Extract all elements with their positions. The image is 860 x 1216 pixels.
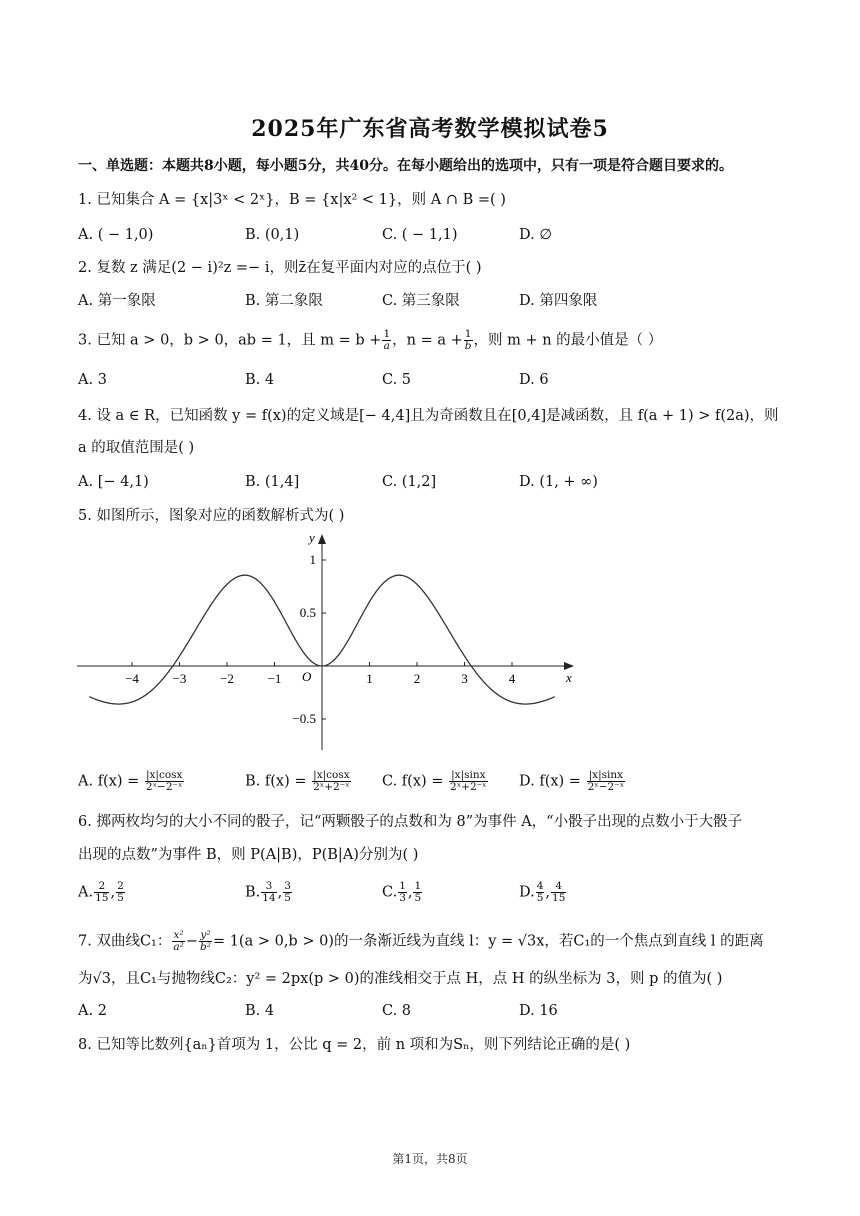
q6-b-f1-denominator: 14	[262, 892, 276, 904]
q5-option-b-fraction	[312, 770, 351, 793]
q6-a-f2-numerator: 2	[117, 880, 124, 892]
q6-c-fraction-1	[398, 881, 407, 904]
graph-ticks	[125, 552, 516, 726]
question-6-stem-line-1: 6. 掷两枚均匀的大小不同的骰子，记“两颗骰子的点数和为 8”为事件 A，“小骰子出现的点数小于大骰子	[78, 814, 743, 830]
q6-b-f2-denominator: 5	[284, 892, 291, 904]
q6-option-b-letter: B.	[245, 884, 261, 901]
q6-a-f1-denominator: 15	[95, 892, 109, 904]
q7-f2-denominator: b²	[200, 941, 211, 953]
q5-option-b	[245, 770, 352, 793]
q6-option-b: B. $\frac{3}{14}$ , $\frac{3}{5}$	[245, 880, 291, 904]
q3-frac1-numerator: 1	[383, 328, 391, 340]
q6-option-a: A. $\frac{2}{15}$ , $\frac{2}{5}$	[78, 880, 124, 904]
q4-option-a: A. [− 4,1)	[78, 474, 149, 490]
q7-minus: −	[185, 933, 198, 950]
q5-c-denominator: 2ˣ+2⁻ˣ	[450, 781, 487, 793]
q3-option-b: B. 4	[245, 372, 275, 388]
question-7-stem-line-1	[78, 930, 764, 953]
x-tick-label: −4	[125, 671, 139, 686]
q3-option-d: D. 6	[519, 372, 549, 388]
q5-option-c	[382, 770, 489, 793]
q6-b-f1-numerator: 3	[261, 881, 276, 893]
q6-a-fraction-1	[94, 881, 109, 904]
section-heading: 一、单选题：本题共8小题，每小题5分，共40分。在每小题给出的选项中，只有一项是符合题目要求的。	[78, 158, 733, 174]
q6-option-c-letter: C.	[382, 884, 398, 901]
q3-frac2-numerator: 1	[464, 328, 472, 340]
q3-frac2-denominator: b	[464, 340, 472, 352]
q6-c-fraction-2	[413, 881, 422, 904]
y-tick-label: 1	[309, 552, 316, 567]
q7-fraction-2	[199, 930, 212, 953]
q7-option-c: C. 8	[382, 1003, 412, 1019]
q6-c-f1-numerator: 1	[399, 880, 406, 892]
question-1-stem: 1. 已知集合 A = {x|3ˣ < 2ˣ}，B = {x|x² < 1}，则 A ∩ B =( )	[78, 192, 506, 208]
q7-f2-numerator: y²	[200, 929, 211, 941]
q7-fraction-1	[172, 930, 184, 953]
q5-option-a	[78, 770, 185, 793]
page-title: 2025年广东省高考数学模拟试卷5	[251, 116, 609, 142]
q5-option-c-fraction	[449, 770, 488, 793]
q1-option-d: D. ∅	[519, 227, 552, 243]
x-tick-label: 4	[508, 671, 516, 686]
q6-d-f2-numerator: 4	[551, 881, 566, 893]
q2-option-d: D. 第四象限	[519, 293, 598, 309]
q6-d-f1-denominator: 5	[536, 892, 544, 904]
q3-stem-part-a: 3. 已知 a > 0，b > 0，ab = 1，且 m = b +	[78, 332, 382, 349]
q3-frac1-denominator: a	[383, 340, 390, 352]
q7-option-d: D. 16	[519, 1003, 558, 1019]
q4-option-b: B. (1,4]	[245, 474, 300, 490]
x-axis-arrow	[564, 662, 574, 670]
q7-stem-part-b: = 1(a > 0,b > 0)的一条渐近线为直线 l：y = √3x，若C₁的一个焦点到直线 l 的距离	[212, 933, 764, 950]
q1-option-c: C. ( − 1,1)	[382, 227, 458, 243]
question-4-stem-line-2: a 的取值范围是( )	[78, 440, 195, 456]
q6-option-d-letter: D.	[519, 884, 535, 901]
q5-option-a-fraction	[145, 770, 184, 793]
q1-option-b: B. (0,1)	[245, 227, 300, 243]
q2-option-a: A. 第一象限	[78, 293, 156, 309]
q7-stem-part-a: 7. 双曲线C₁：	[78, 933, 172, 950]
x-tick-label: −3	[172, 671, 187, 686]
q6-d-f2-denominator: 15	[552, 892, 566, 904]
q7-option-b: B. 4	[245, 1003, 275, 1019]
q6-a-f1-numerator: 2	[94, 881, 109, 893]
q6-a-fraction-2	[116, 881, 125, 904]
x-tick-label: 3	[461, 671, 468, 686]
question-8-stem: 8. 已知等比数列{aₙ}首项为 1，公比 q = 2，前 n 项和为Sₙ，则下列结论正确的是( )	[78, 1037, 631, 1053]
q6-option-d: D. $\frac{4}{5}$ , $\frac{4}{15}$	[519, 880, 566, 904]
q3-fraction-2	[464, 329, 473, 352]
q5-option-d	[519, 770, 626, 793]
q5-b-denominator: 2ˣ+2⁻ˣ	[313, 781, 350, 793]
q4-option-c: C. (1,2]	[382, 474, 437, 490]
q7-f1-denominator: a²	[173, 941, 184, 953]
q2-option-b: B. 第二象限	[245, 293, 323, 309]
y-tick-label: −0.5	[292, 711, 316, 726]
q3-option-a: A. 3	[78, 372, 107, 388]
q6-a-f2-denominator: 5	[117, 892, 124, 904]
q7-f1-numerator: x²	[173, 929, 184, 941]
y-axis-arrow	[318, 534, 326, 544]
q6-d-f1-numerator: 4	[536, 880, 544, 892]
function-graph	[72, 528, 582, 758]
question-7-stem-line-2: 为√3，且C₁与抛物线C₂：y² = 2px(p > 0)的准线相交于点 H，点 H 的纵坐标为 3，则 p 的值为( )	[78, 971, 723, 987]
q6-option-a-letter: A.	[78, 884, 94, 901]
q2-option-c: C. 第三象限	[382, 293, 460, 309]
q5-b-numerator: |x|cosx	[313, 769, 350, 781]
q7-option-a: A. 2	[78, 1003, 107, 1019]
question-6-stem-line-2: 出现的点数”为事件 B，则 P(A|B)，P(B|A)分别为( )	[78, 847, 419, 863]
question-3-stem	[78, 329, 662, 352]
question-4-stem-line-1: 4. 设 a ∈ R，已知函数 y = f(x)的定义域是[− 4,4]且为奇函数且在[0,4]是减函数，且 f(a + 1) > f(2a)，则	[78, 408, 779, 424]
origin-label: O	[302, 669, 312, 684]
q5-option-c-prefix: C. f(x) =	[382, 773, 444, 790]
q5-option-d-fraction	[587, 770, 626, 793]
x-tick-label: −2	[220, 671, 234, 686]
q5-option-a-prefix: A. f(x) =	[78, 773, 140, 790]
x-tick-label: −1	[267, 671, 282, 686]
q5-option-d-prefix: D. f(x) =	[519, 773, 581, 790]
q6-c-f2-numerator: 1	[414, 880, 422, 892]
x-axis-label: x	[566, 670, 572, 685]
q5-a-numerator: |x|cosx	[145, 769, 183, 781]
q1-option-a: A. ( − 1,0)	[78, 227, 154, 243]
q6-option-c: C. $\frac{1}{3}$ , $\frac{1}{5}$	[382, 880, 422, 904]
q5-a-denominator: 2ˣ−2⁻ˣ	[145, 781, 183, 793]
graph-axes	[77, 534, 574, 750]
y-axis-label: y	[309, 530, 315, 545]
q3-stem-part-c: ，则 m + n 的最小值是（ ）	[473, 332, 663, 349]
y-tick-label: 0.5	[299, 605, 316, 620]
q3-fraction-1	[382, 329, 391, 352]
x-tick-label: 2	[413, 671, 421, 686]
q6-d-fraction-2	[551, 881, 566, 904]
q3-stem-part-b: ，n = a +	[392, 332, 463, 349]
q6-b-f2-numerator: 3	[284, 880, 291, 892]
q6-b-fraction-2	[283, 881, 292, 904]
q6-c-f2-denominator: 5	[414, 892, 422, 904]
q6-b-fraction-1	[261, 881, 276, 904]
q3-option-c: C. 5	[382, 372, 412, 388]
q6-d-fraction-1	[536, 881, 545, 904]
q5-option-b-prefix: B. f(x) =	[245, 773, 307, 790]
q6-c-f1-denominator: 3	[399, 892, 406, 904]
q5-d-denominator: 2ˣ−2⁻ˣ	[587, 781, 625, 793]
question-5-stem: 5. 如图所示，图象对应的函数解析式为( )	[78, 508, 345, 524]
q5-d-numerator: |x|sinx	[587, 770, 626, 782]
x-tick-label: 1	[366, 671, 373, 686]
q5-c-numerator: |x|sinx	[449, 770, 488, 782]
q4-option-d: D. (1, + ∞)	[519, 474, 598, 490]
page-footer: 第1页，共8页	[392, 1152, 468, 1166]
question-2-stem: 2. 复数 z 满足(2 − i)²z =− i，则z̄在复平面内对应的点位于( )	[78, 260, 482, 276]
